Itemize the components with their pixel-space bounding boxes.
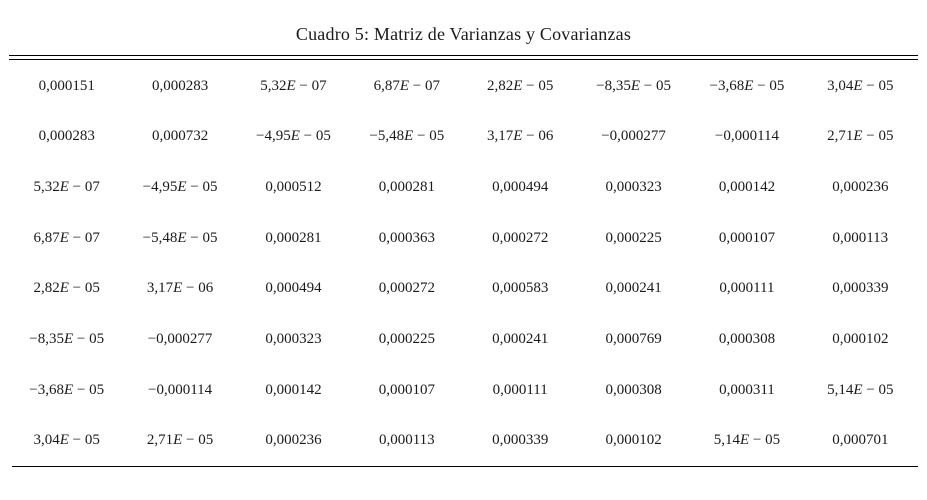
matrix-cell: 0,000701 xyxy=(832,432,889,449)
matrix-cell: 5,32E − 07 xyxy=(260,77,327,94)
matrix-cell: 0,000339 xyxy=(492,432,549,449)
matrix-cell: 0,000281 xyxy=(378,179,435,196)
matrix-cell: 0,000512 xyxy=(265,179,322,196)
table-row xyxy=(10,365,917,416)
matrix-cell: −5,48E − 05 xyxy=(369,128,445,145)
matrix-cell: −8,35E − 05 xyxy=(29,330,105,347)
matrix-cell: −3,68E − 05 xyxy=(709,77,785,94)
table-row xyxy=(10,264,917,315)
matrix-cell: 0,000308 xyxy=(605,381,662,398)
matrix-cell: 0,000113 xyxy=(832,229,889,246)
matrix-cell: 0,000107 xyxy=(378,381,435,398)
matrix-cell: 0,000102 xyxy=(605,432,662,449)
matrix-cell: 5,14E − 05 xyxy=(827,381,894,398)
matrix-cell: 0,000769 xyxy=(605,330,662,347)
matrix-cell: 0,000281 xyxy=(265,229,322,246)
matrix-cell: 0,000236 xyxy=(265,432,322,449)
matrix-cell: −0,000277 xyxy=(601,128,666,145)
matrix-cell: 2,82E − 05 xyxy=(33,280,100,297)
matrix-cell: 0,000142 xyxy=(265,381,322,398)
matrix-cell: 0,000323 xyxy=(605,179,662,196)
matrix-cell: 0,000283 xyxy=(38,128,95,145)
table-caption: Cuadro 5: Matriz de Varianzas y Covarianzas xyxy=(295,24,632,44)
matrix-cell: 0,000272 xyxy=(378,280,435,297)
bottom-rule xyxy=(12,466,918,467)
matrix-cell: 0,000308 xyxy=(718,330,776,347)
matrix-cell: −0,000114 xyxy=(714,128,780,145)
matrix-cell: 0,000111 xyxy=(719,280,775,297)
matrix-cell: 5,14E − 05 xyxy=(713,432,781,449)
matrix-cell: 0,000225 xyxy=(378,330,435,347)
matrix-body xyxy=(10,61,917,466)
table-row xyxy=(10,415,917,466)
table-row xyxy=(10,314,917,365)
matrix-cell: 0,000151 xyxy=(38,77,95,94)
matrix-cell: 0,000236 xyxy=(832,179,889,196)
matrix-cell: 0,000225 xyxy=(605,229,662,246)
table-row xyxy=(10,112,917,163)
matrix-cell: 6,87E − 07 xyxy=(373,77,440,94)
matrix-cell: 0,000283 xyxy=(151,77,209,94)
matrix-cell: −0,000277 xyxy=(147,330,213,347)
matrix-cell: 0,000323 xyxy=(265,330,322,347)
matrix-cell: 3,04E − 05 xyxy=(33,432,100,449)
matrix-cell: 0,000363 xyxy=(378,229,435,246)
matrix-cell: 0,000111 xyxy=(492,381,548,398)
matrix-cell: 2,71E − 05 xyxy=(827,128,894,145)
matrix-cell: 5,32E − 07 xyxy=(33,179,100,196)
matrix-cell: 0,000583 xyxy=(492,280,549,297)
matrix-cell: 6,87E − 07 xyxy=(33,229,100,246)
table-row xyxy=(10,61,917,112)
matrix-cell: −8,35E − 05 xyxy=(596,77,671,94)
matrix-cell: 3,04E − 05 xyxy=(827,77,894,94)
matrix-cell: 2,71E − 05 xyxy=(146,432,214,449)
matrix-cell: −3,68E − 05 xyxy=(29,381,105,398)
matrix-cell: −4,95E − 05 xyxy=(142,179,218,196)
matrix-cell: 0,000107 xyxy=(718,229,776,246)
matrix-cell: 0,000113 xyxy=(378,432,435,449)
table-row xyxy=(10,213,917,264)
matrix-cell: 0,000142 xyxy=(718,179,776,196)
matrix-cell: 0,000241 xyxy=(492,330,549,347)
matrix-cell: 3,17E − 06 xyxy=(486,128,554,145)
matrix-cell: 3,17E − 06 xyxy=(146,280,214,297)
double-top-rule xyxy=(9,55,918,60)
matrix-cell: −4,95E − 05 xyxy=(256,128,331,145)
matrix-cell: 0,000494 xyxy=(492,179,549,196)
matrix-cell: 0,000102 xyxy=(832,330,889,347)
table-row xyxy=(10,162,917,213)
matrix-cell: −0,000114 xyxy=(147,381,213,398)
matrix-cell: −5,48E − 05 xyxy=(142,229,218,246)
matrix-cell: 0,000241 xyxy=(605,280,662,297)
matrix-cell: 2,82E − 05 xyxy=(486,77,554,94)
matrix-cell: 0,000272 xyxy=(492,229,549,246)
covariance-matrix-table xyxy=(10,61,917,466)
matrix-cell: 0,000311 xyxy=(719,381,775,398)
matrix-cell: 0,000732 xyxy=(151,128,209,145)
matrix-cell: 0,000339 xyxy=(832,280,889,297)
matrix-cell: 0,000494 xyxy=(265,280,322,297)
